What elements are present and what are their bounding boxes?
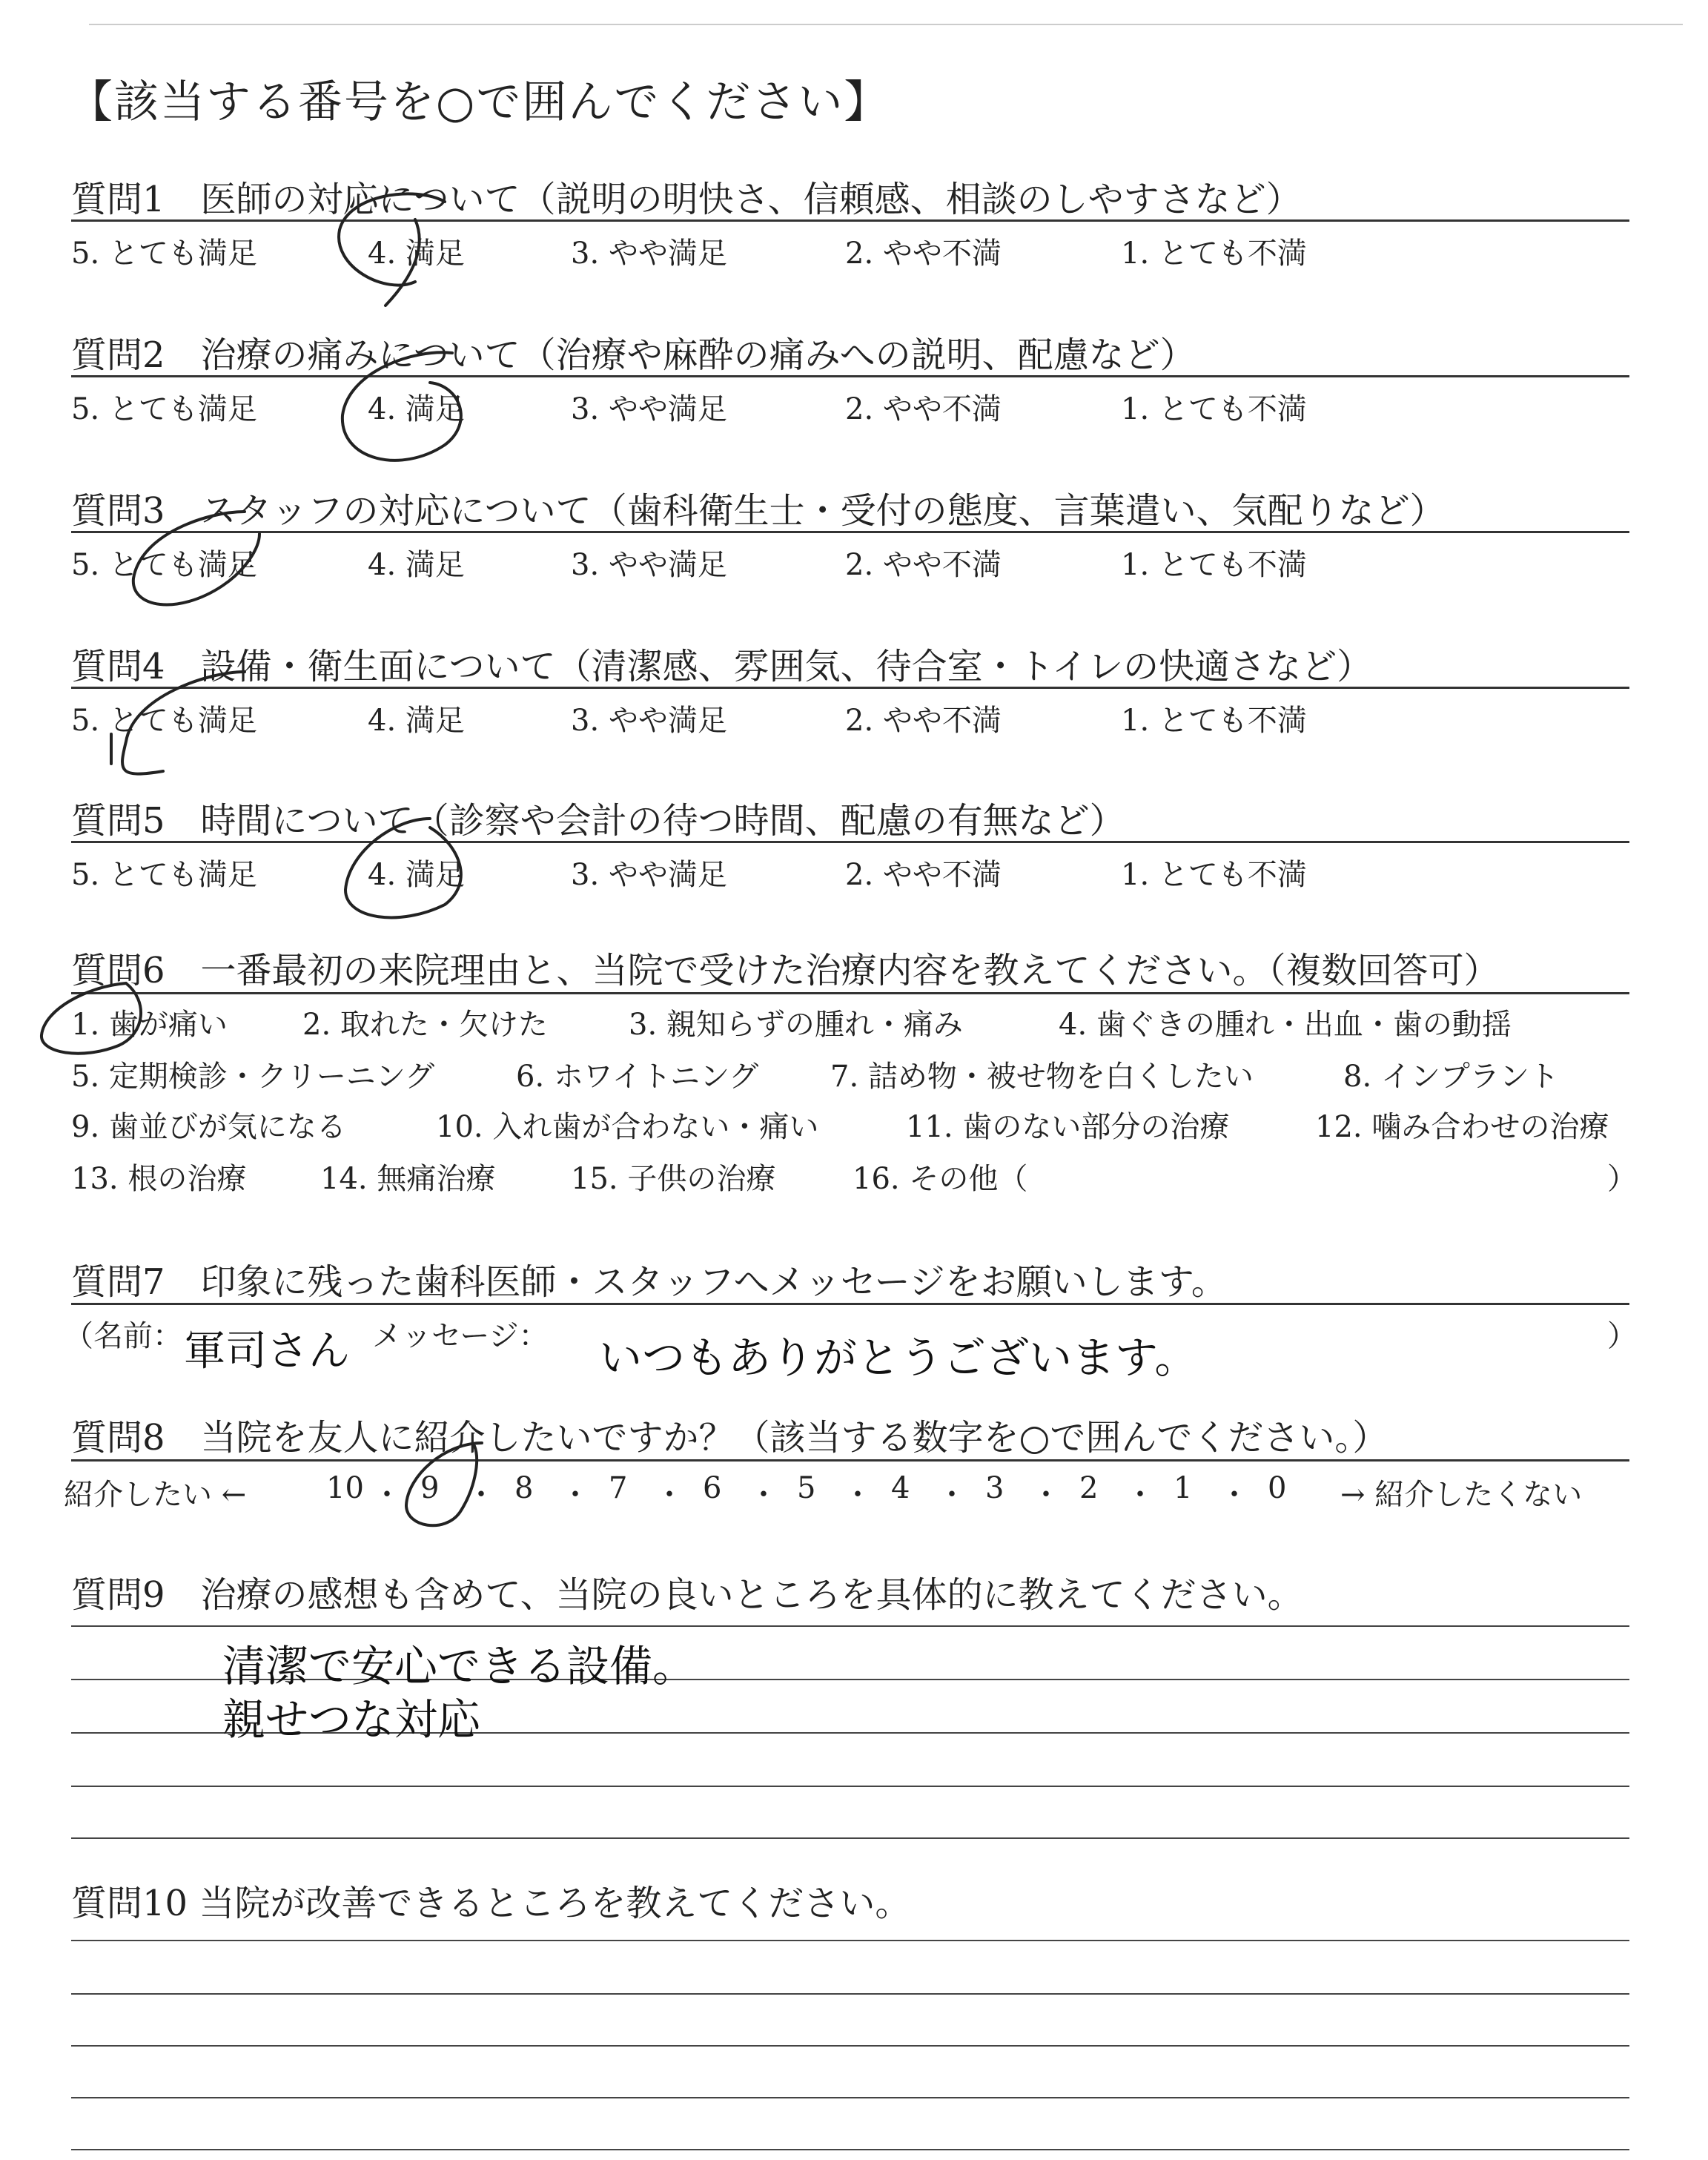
- question-3-option[interactable]: 5. とても満足: [71, 548, 257, 582]
- question-4-rule: [71, 687, 1629, 689]
- q6-reason-option[interactable]: 12. 噛み合わせの治療: [1315, 1110, 1609, 1144]
- question-5-rule: [71, 841, 1629, 843]
- q9-write-line: [71, 1837, 1629, 1839]
- question-4-option[interactable]: 3. やや満足: [571, 704, 727, 738]
- question-2-option[interactable]: 3. やや満足: [571, 392, 727, 426]
- question-4-label: 質問4 設備・衛生面について（清潔感、雰囲気、待合室・トイレの快適さなど）: [71, 646, 1373, 687]
- q6-reason-option[interactable]: 11. 歯のない部分の治療: [906, 1110, 1230, 1144]
- q6-reason-option[interactable]: 1. 歯が痛い: [71, 1008, 228, 1042]
- q8-scale-separator: ・: [466, 1478, 496, 1512]
- q9-answer-line-1[interactable]: 清潔で安心できる設備。: [222, 1641, 696, 1691]
- question-2-option[interactable]: 2. やや不満: [845, 392, 1002, 426]
- question-6-label: 質問6 一番最初の来院理由と、当院で受けた治療内容を教えてください。（複数回答可）: [71, 950, 1500, 991]
- q10-write-line: [71, 2097, 1629, 2098]
- q8-scale-option[interactable]: 1: [1174, 1471, 1193, 1505]
- q7-close-paren: ）: [1607, 1319, 1637, 1353]
- question-8-label: 質問8 当院を友人に紹介したいですか？（該当する数字を○で囲んでください。）: [71, 1417, 1388, 1459]
- q10-write-line: [71, 1993, 1629, 1995]
- question-1-rule: [71, 219, 1629, 222]
- question-8-rule: [71, 1459, 1629, 1462]
- q8-scale-option[interactable]: 10: [326, 1471, 364, 1505]
- q7-name-value[interactable]: 軍司さん: [184, 1327, 350, 1375]
- q6-reason-option[interactable]: 14. 無痛治療: [320, 1162, 496, 1196]
- q6-reason-option[interactable]: 2. 取れた・欠けた: [302, 1008, 548, 1042]
- question-1-option[interactable]: 1. とても不満: [1121, 237, 1307, 271]
- question-1-option[interactable]: 4. 満足: [368, 237, 465, 271]
- question-4-option[interactable]: 5. とても満足: [71, 704, 257, 738]
- q8-scale-option[interactable]: 8: [514, 1471, 534, 1505]
- q6-reason-option[interactable]: 5. 定期検診・クリーニング: [71, 1060, 435, 1094]
- q8-scale-option[interactable]: 0: [1268, 1471, 1287, 1505]
- q10-write-line: [71, 2149, 1629, 2150]
- q6-reason-option[interactable]: 7. 詰め物・被せ物を白くしたい: [830, 1060, 1254, 1094]
- q10-write-line: [71, 1940, 1629, 1941]
- question-1-option[interactable]: 3. やや満足: [571, 237, 727, 271]
- question-3-option[interactable]: 4. 満足: [368, 548, 465, 582]
- q6-reason-option[interactable]: 8. インプラント: [1343, 1060, 1559, 1094]
- question-5-option[interactable]: 2. やや不満: [845, 858, 1002, 892]
- q6-reason-option[interactable]: 3. 親知らずの腫れ・痛み: [629, 1008, 963, 1042]
- q8-scale-separator: ・: [655, 1478, 684, 1512]
- q8-scale-separator: ・: [1031, 1478, 1061, 1512]
- question-7-rule: [71, 1303, 1629, 1305]
- q8-scale-option[interactable]: 2: [1079, 1471, 1099, 1505]
- question-1-option[interactable]: 5. とても満足: [71, 237, 257, 271]
- q8-scale-option[interactable]: 6: [703, 1471, 722, 1505]
- q8-scale-option[interactable]: 7: [609, 1471, 628, 1505]
- question-7-label: 質問7 印象に残った歯科医師・スタッフへメッセージをお願いします。: [71, 1261, 1227, 1303]
- question-5-option[interactable]: 5. とても満足: [71, 858, 257, 892]
- question-5-option[interactable]: 3. やや満足: [571, 858, 727, 892]
- q8-scale-separator: ・: [1125, 1478, 1155, 1512]
- q8-scale-option[interactable]: 5: [797, 1471, 816, 1505]
- question-3-option[interactable]: 1. とても不満: [1121, 548, 1307, 582]
- q8-scale-separator: ・: [372, 1478, 402, 1512]
- q7-message-value[interactable]: いつもありがとうございます。: [599, 1332, 1198, 1383]
- q6-reason-option[interactable]: 13. 根の治療: [71, 1162, 247, 1196]
- question-2-rule: [71, 375, 1629, 377]
- q9-answer-line-2[interactable]: 親せつな対応: [222, 1694, 481, 1745]
- q10-write-line: [71, 2045, 1629, 2047]
- q8-scale-option[interactable]: 4: [891, 1471, 910, 1505]
- q6-reason-option[interactable]: 10. 入れ歯が合わない・痛い: [436, 1110, 819, 1144]
- q9-write-line: [71, 1786, 1629, 1787]
- question-1-label: 質問1 医師の対応について（説明の明快さ、信頼感、相談のしやすさなど）: [71, 179, 1302, 220]
- scan-top-edge: [89, 24, 1683, 25]
- q7-message-label: メッセージ：: [372, 1319, 549, 1353]
- q8-scale-option[interactable]: 9: [420, 1471, 440, 1505]
- q8-scale-separator: ・: [1219, 1478, 1249, 1512]
- question-4-option[interactable]: 1. とても不満: [1121, 704, 1307, 738]
- q6-reason-option[interactable]: 6. ホワイトニング: [516, 1060, 759, 1094]
- q8-scale-option[interactable]: 3: [985, 1471, 1004, 1505]
- question-3-option[interactable]: 2. やや不満: [845, 548, 1002, 582]
- question-1-option[interactable]: 2. やや不満: [845, 237, 1002, 271]
- question-2-option[interactable]: 1. とても不満: [1121, 392, 1307, 426]
- q8-scale-separator: ・: [560, 1478, 590, 1512]
- question-4-option[interactable]: 2. やや不満: [845, 704, 1002, 738]
- q6-reason-option[interactable]: 15. 子供の治療: [571, 1162, 776, 1196]
- q8-left-label: 紹介したい ←: [64, 1478, 247, 1512]
- question-10-label: 質問10 当院が改善できるところを教えてください。: [71, 1883, 911, 1924]
- question-5-label: 質問5 時間について（診察や会計の待つ時間、配慮の有無など）: [71, 800, 1125, 842]
- question-5-option[interactable]: 4. 満足: [368, 858, 465, 892]
- question-2-option[interactable]: 5. とても満足: [71, 392, 257, 426]
- question-3-label: 質問3 スタッフの対応について（歯科衛生士・受付の態度、言葉遣い、気配りなど）: [71, 490, 1446, 532]
- q6-reason-option[interactable]: 4. 歯ぐきの腫れ・出血・歯の動揺: [1059, 1008, 1512, 1042]
- question-5-option[interactable]: 1. とても不満: [1121, 858, 1307, 892]
- q8-scale-separator: ・: [843, 1478, 873, 1512]
- q9-write-line: [71, 1625, 1629, 1627]
- q6-other-close-paren: ）: [1607, 1162, 1637, 1196]
- question-6-rule: [71, 992, 1629, 994]
- question-9-label: 質問9 治療の感想も含めて、当院の良いところを具体的に教えてください。: [71, 1574, 1303, 1616]
- q8-scale-separator: ・: [937, 1478, 967, 1512]
- question-2-option[interactable]: 4. 満足: [368, 392, 465, 426]
- question-2-label: 質問2 治療の痛みについて（治療や麻酔の痛みへの説明、配慮など）: [71, 334, 1196, 376]
- q6-reason-option[interactable]: 16. その他（: [853, 1162, 1028, 1196]
- q7-name-label: （名前：: [64, 1319, 182, 1353]
- q6-reason-option[interactable]: 9. 歯並びが気になる: [71, 1110, 346, 1144]
- q8-right-label: → 紹介したくない: [1340, 1478, 1583, 1512]
- page-title: 【該当する番号を○で囲んでください】: [68, 76, 890, 128]
- question-3-option[interactable]: 3. やや満足: [571, 548, 727, 582]
- q8-scale-separator: ・: [749, 1478, 778, 1512]
- question-4-option[interactable]: 4. 満足: [368, 704, 465, 738]
- question-3-rule: [71, 531, 1629, 533]
